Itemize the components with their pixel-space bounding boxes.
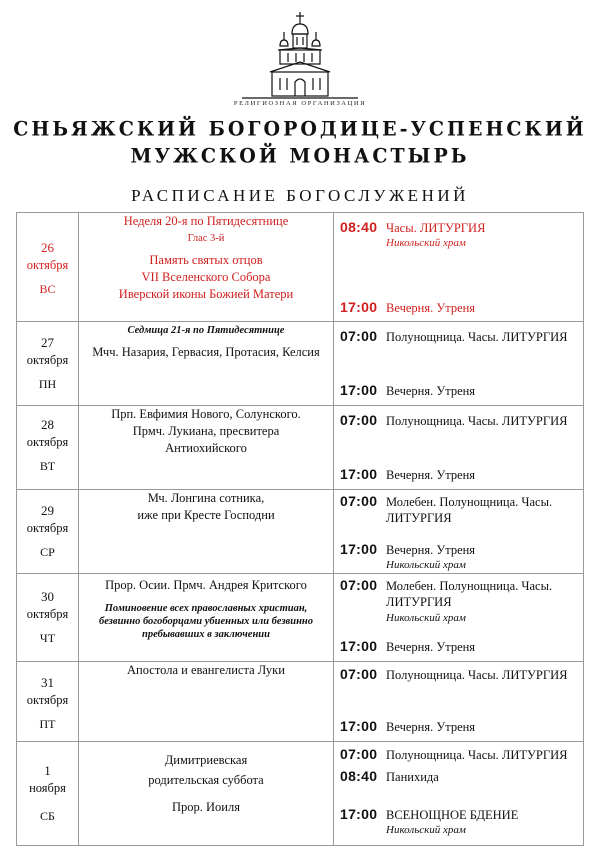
service-name: Вечерня. Утреня: [386, 301, 476, 315]
service-name: Вечерня. Утреня: [386, 468, 476, 482]
service-entry: [340, 718, 579, 735]
saints-cell: [79, 213, 334, 322]
service-time: 17:00: [340, 638, 378, 654]
saint-line: Димитриевская: [164, 753, 248, 767]
page-title: РАСПИСАНИЕ БОГОСЛУЖЕНИЙ: [131, 186, 469, 205]
service-name: Полунощница. Часы. ЛИТУРГИЯ: [386, 668, 568, 682]
table-row: [17, 490, 584, 574]
service-name: Полунощница. Часы. ЛИТУРГИЯ: [386, 414, 568, 428]
saint-line: Прор. Осии. Прмч. Андрея Критского: [105, 578, 307, 592]
service-name: Часы. ЛИТУРГИЯ: [386, 221, 486, 235]
services-cell: [334, 406, 584, 490]
services-cell: [334, 662, 584, 742]
month-label: ноября: [29, 780, 66, 795]
service-time: 08:40: [340, 219, 378, 235]
services-cell: [334, 490, 584, 574]
saints-cell: [79, 406, 334, 490]
month-label: октября: [26, 352, 69, 367]
date-cell: [17, 742, 79, 846]
service-time: 08:40: [340, 768, 378, 784]
service-place: Никольский храм: [386, 559, 466, 572]
saint-line: Седмица 21-я по Пятидесятнице: [127, 325, 285, 336]
services-cell: [334, 322, 584, 406]
service-time: 17:00: [340, 466, 378, 482]
saint-line: Мчч. Назария, Гервасия, Протасия, Келсия: [92, 345, 320, 360]
saint-line: Поминовение всех православных христиан, безвинно богоборцами убиенных или безвинно пребывавших в заключении: [99, 602, 313, 641]
service-name: Вечерня. Утреня: [386, 384, 476, 398]
service-time: 17:00: [340, 299, 378, 315]
service-name-cont: ЛИТУРГИЯ: [386, 595, 452, 610]
service-time: 17:00: [340, 718, 378, 734]
service-name: ВСЕНОЩНОЕ БДЕНИЕ: [386, 808, 519, 822]
schedule-table: [16, 212, 584, 846]
service-time: 07:00: [340, 328, 378, 344]
month-label: октября: [26, 606, 69, 621]
saint-line: родительская суббота: [148, 772, 264, 787]
saints-cell: [79, 574, 334, 662]
service-name: Молебен. Полунощница. Часы.: [386, 579, 553, 593]
table-row: [17, 213, 584, 322]
service-entry: [340, 493, 579, 527]
monastery-title-line1: СНЬЯЖСКИЙ БОГОРОДИЦЕ-УСПЕНСКИЙ: [13, 117, 587, 141]
saint-line: Мч. Лонгина сотника,: [147, 491, 265, 505]
saints-cell: [79, 490, 334, 574]
day-number: 28: [41, 417, 54, 432]
day-number: 29: [41, 503, 54, 518]
weekday-label: СР: [40, 545, 55, 560]
service-time: 17:00: [340, 806, 378, 822]
service-place: Никольский храм: [386, 237, 466, 250]
services-cell: [334, 574, 584, 662]
service-name-cont: ЛИТУРГИЯ: [386, 511, 452, 526]
date-cell: [17, 574, 79, 662]
saint-line: Глас 3-й: [187, 232, 225, 244]
saint-line: Прмч. Лукиана, пресвитера: [132, 423, 280, 438]
saint-line: Антиохийского: [165, 440, 247, 455]
service-time: 07:00: [340, 493, 378, 509]
service-entry: [340, 768, 579, 785]
day-number: 27: [41, 335, 54, 350]
saint-line: Прор. Иоиля: [172, 799, 240, 814]
weekday-label: ЧТ: [39, 631, 56, 646]
services-cell: [334, 742, 584, 846]
weekday-label: ВТ: [39, 459, 56, 474]
service-entry: [340, 219, 579, 251]
service-name: Вечерня. Утреня: [386, 640, 476, 654]
month-label: октября: [26, 257, 69, 272]
service-name: Полунощница. Часы. ЛИТУРГИЯ: [386, 748, 568, 762]
service-time: 07:00: [340, 412, 378, 428]
saint-line: Апостола и евангелиста Луки: [127, 663, 285, 677]
service-name: Вечерня. Утреня: [386, 543, 476, 557]
date-cell: [17, 406, 79, 490]
table-row: [17, 574, 584, 662]
table-row: [17, 406, 584, 490]
day-number: 30: [41, 589, 54, 604]
date-cell: [17, 662, 79, 742]
saints-cell: [79, 662, 334, 742]
service-name: Молебен. Полунощница. Часы.: [386, 495, 553, 509]
saint-line: VII Вселенского Собора: [141, 269, 271, 284]
service-entry: [340, 466, 579, 483]
saint-line: Прп. Евфимия Нового, Солунского.: [111, 407, 301, 421]
weekday-label: ПН: [38, 377, 57, 392]
service-entry: [340, 328, 579, 345]
service-name: Панихида: [386, 770, 439, 784]
service-name: Полунощница. Часы. ЛИТУРГИЯ: [386, 330, 568, 344]
service-entry: [340, 577, 579, 625]
service-time: 17:00: [340, 382, 378, 398]
date-cell: [17, 213, 79, 322]
service-entry: [340, 746, 579, 763]
weekday-label: ВС: [39, 282, 56, 297]
day-number: 1: [44, 763, 51, 778]
service-entry: [340, 382, 579, 399]
month-label: октября: [26, 434, 69, 449]
service-place: Никольский храм: [386, 611, 466, 624]
church-logo-icon: [240, 10, 360, 102]
service-name: Вечерня. Утреня: [386, 720, 476, 734]
saint-line: Иверской иконы Божией Матери: [118, 286, 294, 301]
service-entry: [340, 666, 579, 683]
saint-line: иже при Кресте Господни: [137, 507, 275, 522]
organization-label: РЕЛИГИОЗНАЯ ОРГАНИЗАЦИЯ: [233, 100, 367, 107]
date-cell: [17, 490, 79, 574]
table-row: [17, 742, 584, 846]
saint-line: Память святых отцов: [149, 253, 263, 268]
weekday-label: СБ: [40, 809, 55, 824]
saints-cell: [79, 322, 334, 406]
service-time: 07:00: [340, 666, 378, 682]
service-entry: [340, 806, 579, 838]
saint-line: Неделя 20-я по Пятидесятнице: [123, 214, 289, 228]
service-entry: [340, 638, 579, 655]
service-entry: [340, 299, 579, 316]
page-header: [0, 0, 600, 210]
services-cell: [334, 213, 584, 322]
month-label: октября: [26, 692, 69, 707]
saints-cell: [79, 742, 334, 846]
date-cell: [17, 322, 79, 406]
service-entry: [340, 412, 579, 429]
service-time: 07:00: [340, 577, 378, 593]
weekday-label: ПТ: [39, 717, 56, 732]
monastery-title-line2: МУЖСКОЙ МОНАСТЫРЬ: [130, 144, 470, 168]
day-number: 31: [41, 675, 54, 690]
service-time: 17:00: [340, 541, 378, 557]
month-label: октября: [26, 520, 69, 535]
day-number: 26: [41, 240, 54, 255]
table-row: [17, 322, 584, 406]
service-entry: [340, 541, 579, 573]
table-row: [17, 662, 584, 742]
service-place: Никольский храм: [386, 824, 466, 837]
service-time: 07:00: [340, 746, 378, 762]
